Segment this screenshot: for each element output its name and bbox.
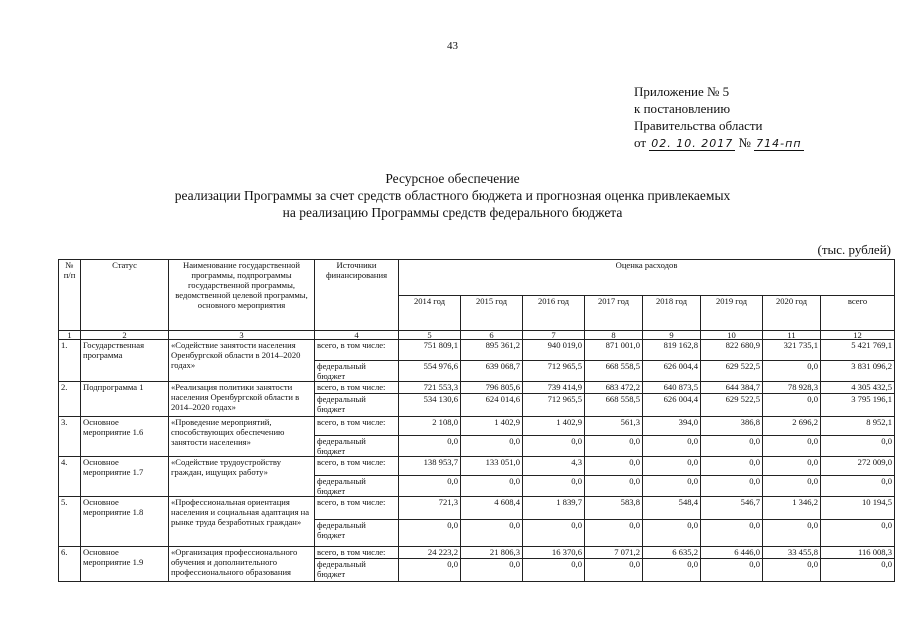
cell-value: 0,0 <box>399 436 461 457</box>
cell-value: 940 019,0 <box>523 340 585 361</box>
cell-value: 668 558,5 <box>585 361 643 382</box>
cell-value: 272 009,0 <box>821 457 895 476</box>
cell-value: 0,0 <box>523 520 585 547</box>
appendix-block <box>634 83 804 152</box>
header-year: 2017 год <box>585 295 643 331</box>
appendix-date-line <box>634 134 804 152</box>
row-source-federal: федеральный бюджет <box>315 394 399 417</box>
cell-value: 0,0 <box>399 520 461 547</box>
header-estimate: Оценка расходов <box>399 260 895 296</box>
cell-value: 0,0 <box>701 457 763 476</box>
cell-value: 0,0 <box>821 520 895 547</box>
title-line-2: реализации Программы за счет средств областного бюджета и прогнозная оценка привлекаемых <box>174 188 731 203</box>
title-line-1: Ресурсное обеспечение <box>385 171 520 186</box>
row-source-total: всего, в том числе: <box>315 382 399 394</box>
cell-value: 683 472,2 <box>585 382 643 394</box>
cell-value: 822 680,9 <box>701 340 763 361</box>
row-status: Основное мероприятие 1.7 <box>81 457 169 497</box>
cell-value: 1 402,9 <box>523 417 585 436</box>
number-label: № <box>738 135 751 150</box>
cell-value: 2 696,2 <box>763 417 821 436</box>
row-status: Основное мероприятие 1.9 <box>81 547 169 582</box>
column-number: 9 <box>643 331 701 340</box>
cell-value: 644 384,7 <box>701 382 763 394</box>
cell-value: 21 806,3 <box>461 547 523 559</box>
cell-value: 796 805,6 <box>461 382 523 394</box>
row-number: 5. <box>59 497 81 547</box>
cell-value: 721,3 <box>399 497 461 520</box>
handwritten-number: 714-пп <box>756 137 802 150</box>
cell-value: 712 965,5 <box>523 361 585 382</box>
cell-value: 0,0 <box>461 436 523 457</box>
cell-value: 33 455,8 <box>763 547 821 559</box>
column-number: 10 <box>701 331 763 340</box>
column-number: 11 <box>763 331 821 340</box>
column-number: 8 <box>585 331 643 340</box>
header-no: № п/п <box>59 260 81 331</box>
cell-value: 554 976,6 <box>399 361 461 382</box>
cell-value: 6 446,0 <box>701 547 763 559</box>
row-name: «Проведение мероприятий, способствующих обеспечению занятости населения» <box>169 417 315 457</box>
cell-value: 546,7 <box>701 497 763 520</box>
row-source-federal: федеральный бюджет <box>315 436 399 457</box>
cell-value: 0,0 <box>585 520 643 547</box>
cell-value: 640 873,5 <box>643 382 701 394</box>
table-row <box>59 340 895 361</box>
row-number: 4. <box>59 457 81 497</box>
row-status: Основное мероприятие 1.8 <box>81 497 169 547</box>
cell-value: 7 071,2 <box>585 547 643 559</box>
cell-value: 819 162,8 <box>643 340 701 361</box>
cell-value: 1 346,2 <box>763 497 821 520</box>
cell-value: 626 004,4 <box>643 361 701 382</box>
cell-value: 0,0 <box>701 520 763 547</box>
cell-value: 10 194,5 <box>821 497 895 520</box>
row-name: «Профессиональная ориентация населения и социальная адаптация на рынке труда безработных граждан» <box>169 497 315 547</box>
cell-value: 2 108,0 <box>399 417 461 436</box>
row-name: «Содействие занятости населения Оренбургской области в 2014–2020 годах» <box>169 340 315 382</box>
cell-value: 0,0 <box>763 520 821 547</box>
row-number: 3. <box>59 417 81 457</box>
cell-value: 0,0 <box>763 436 821 457</box>
cell-value: 639 068,7 <box>461 361 523 382</box>
header-year: 2018 год <box>643 295 701 331</box>
row-status: Государственная программа <box>81 340 169 382</box>
cell-value: 751 809,1 <box>399 340 461 361</box>
cell-value: 0,0 <box>585 559 643 582</box>
cell-value: 626 004,4 <box>643 394 701 417</box>
cell-value: 4,3 <box>523 457 585 476</box>
row-name: «Организация профессионального обучения и дополнительного профессионального образования <box>169 547 315 582</box>
cell-value: 0,0 <box>821 436 895 457</box>
cell-value: 133 051,0 <box>461 457 523 476</box>
cell-value: 534 130,6 <box>399 394 461 417</box>
table-row <box>59 547 895 559</box>
cell-value: 0,0 <box>821 476 895 497</box>
cell-value: 548,4 <box>643 497 701 520</box>
cell-value: 116 008,3 <box>821 547 895 559</box>
column-numbers-row <box>59 331 895 340</box>
row-source-total: всего, в том числе: <box>315 497 399 520</box>
cell-value: 0,0 <box>461 476 523 497</box>
cell-value: 0,0 <box>585 457 643 476</box>
document-title <box>0 170 905 221</box>
cell-value: 739 414,9 <box>523 382 585 394</box>
cell-value: 668 558,5 <box>585 394 643 417</box>
row-number: 2. <box>59 382 81 417</box>
units-label: (тыс. рублей) <box>817 242 891 257</box>
cell-value: 16 370,6 <box>523 547 585 559</box>
cell-value: 0,0 <box>763 559 821 582</box>
cell-value: 0,0 <box>461 559 523 582</box>
cell-value: 6 635,2 <box>643 547 701 559</box>
cell-value: 0,0 <box>643 520 701 547</box>
header-year: 2016 год <box>523 295 585 331</box>
cell-value: 0,0 <box>461 520 523 547</box>
page-number: 43 <box>447 40 458 52</box>
budget-table <box>58 259 895 582</box>
cell-value: 386,8 <box>701 417 763 436</box>
table-row <box>59 457 895 476</box>
row-source-federal: федеральный бюджет <box>315 361 399 382</box>
cell-value: 0,0 <box>701 476 763 497</box>
table-row <box>59 497 895 520</box>
cell-value: 583,8 <box>585 497 643 520</box>
header-status: Статус <box>81 260 169 331</box>
cell-value: 138 953,7 <box>399 457 461 476</box>
header-source: Источники финансирования <box>315 260 399 331</box>
row-source-total: всего, в том числе: <box>315 417 399 436</box>
cell-value: 629 522,5 <box>701 361 763 382</box>
cell-value: 0,0 <box>399 476 461 497</box>
header-year: всего <box>821 295 895 331</box>
cell-value: 0,0 <box>643 457 701 476</box>
row-source-federal: федеральный бюджет <box>315 476 399 497</box>
row-name: «Реализация политики занятости населения Оренбургской области в 2014–2020 годах» <box>169 382 315 417</box>
from-label: от <box>634 135 647 150</box>
cell-value: 3 831 096,2 <box>821 361 895 382</box>
row-status: Подпрограмма 1 <box>81 382 169 417</box>
column-number: 12 <box>821 331 895 340</box>
cell-value: 0,0 <box>523 559 585 582</box>
column-number: 2 <box>81 331 169 340</box>
cell-value: 624 014,6 <box>461 394 523 417</box>
header-year: 2020 год <box>763 295 821 331</box>
cell-value: 0,0 <box>763 394 821 417</box>
row-status: Основное мероприятие 1.6 <box>81 417 169 457</box>
cell-value: 3 795 196,1 <box>821 394 895 417</box>
cell-value: 1 402,9 <box>461 417 523 436</box>
cell-value: 0,0 <box>821 559 895 582</box>
header-row <box>59 260 895 296</box>
cell-value: 0,0 <box>523 436 585 457</box>
cell-value: 0,0 <box>585 436 643 457</box>
title-line-3: на реализацию Программы средств федерального бюджета <box>282 205 623 220</box>
row-source-total: всего, в том числе: <box>315 340 399 361</box>
cell-value: 4 608,4 <box>461 497 523 520</box>
cell-value: 0,0 <box>763 361 821 382</box>
cell-value: 4 305 432,5 <box>821 382 895 394</box>
row-source-total: всего, в том числе: <box>315 457 399 476</box>
header-year: 2014 год <box>399 295 461 331</box>
cell-value: 0,0 <box>643 476 701 497</box>
row-source-federal: федеральный бюджет <box>315 559 399 582</box>
column-number: 3 <box>169 331 315 340</box>
cell-value: 394,0 <box>643 417 701 436</box>
table-row <box>59 417 895 436</box>
cell-value: 24 223,2 <box>399 547 461 559</box>
cell-value: 78 928,3 <box>763 382 821 394</box>
cell-value: 321 735,1 <box>763 340 821 361</box>
header-year: 2015 год <box>461 295 523 331</box>
cell-value: 0,0 <box>763 476 821 497</box>
row-name: «Содействие трудоустройству граждан, ищущих работу» <box>169 457 315 497</box>
cell-value: 0,0 <box>643 436 701 457</box>
cell-value: 0,0 <box>701 559 763 582</box>
cell-value: 629 522,5 <box>701 394 763 417</box>
cell-value: 721 553,3 <box>399 382 461 394</box>
column-number: 4 <box>315 331 399 340</box>
cell-value: 8 952,1 <box>821 417 895 436</box>
cell-value: 895 361,2 <box>461 340 523 361</box>
handwritten-date: 02. 10. 2017 <box>651 137 734 150</box>
cell-value: 0,0 <box>523 476 585 497</box>
cell-value: 561,3 <box>585 417 643 436</box>
row-number: 1. <box>59 340 81 382</box>
column-number: 7 <box>523 331 585 340</box>
cell-value: 871 001,0 <box>585 340 643 361</box>
cell-value: 0,0 <box>763 457 821 476</box>
table-row <box>59 382 895 394</box>
cell-value: 0,0 <box>701 436 763 457</box>
column-number: 5 <box>399 331 461 340</box>
row-source-federal: федеральный бюджет <box>315 520 399 547</box>
row-source-total: всего, в том числе: <box>315 547 399 559</box>
cell-value: 0,0 <box>399 559 461 582</box>
cell-value: 5 421 769,1 <box>821 340 895 361</box>
row-number: 6. <box>59 547 81 582</box>
column-number: 1 <box>59 331 81 340</box>
appendix-line-2: к постановлению <box>634 101 731 116</box>
column-number: 6 <box>461 331 523 340</box>
cell-value: 0,0 <box>643 559 701 582</box>
header-name: Наименование государственной программы, подпрограммы государственной программы, ведомственной целевой программы, основного мероприятия <box>169 260 315 331</box>
appendix-line-1: Приложение № 5 <box>634 84 730 99</box>
appendix-line-3: Правительства области <box>634 118 763 133</box>
cell-value: 712 965,5 <box>523 394 585 417</box>
header-year: 2019 год <box>701 295 763 331</box>
cell-value: 0,0 <box>585 476 643 497</box>
cell-value: 1 839,7 <box>523 497 585 520</box>
